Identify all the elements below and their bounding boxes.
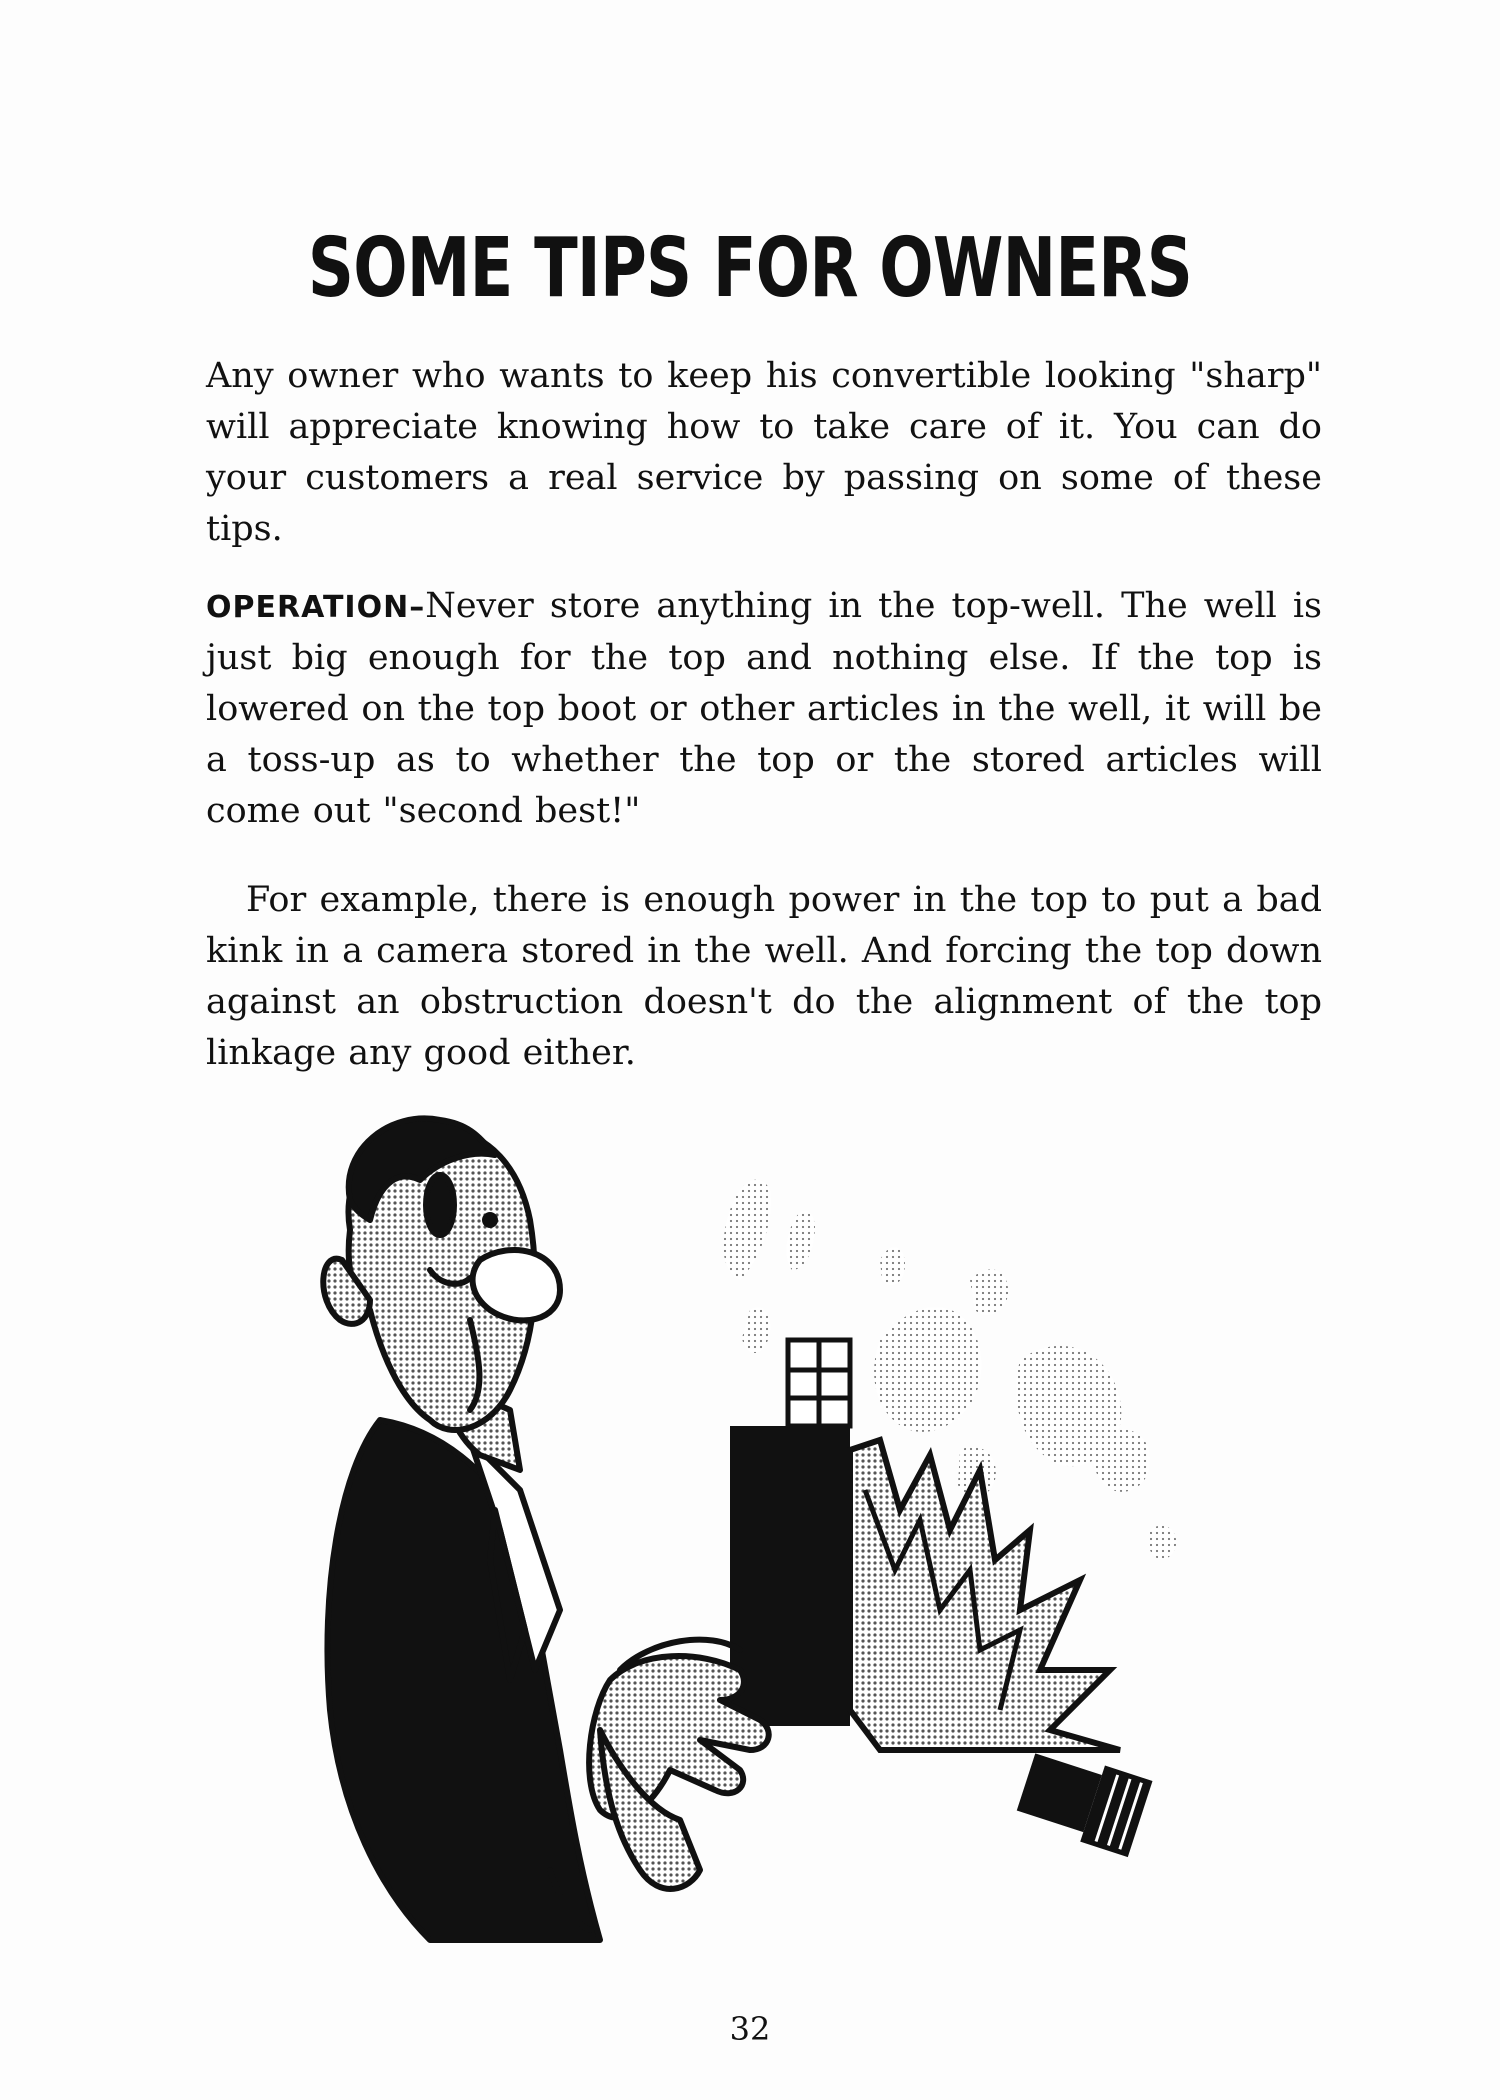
example-paragraph: For example, there is enough power in the top to put a bad kink in a camera stored in the well. And forcing the top down against an obstruction doesn't do the alignment of the top linkage any good either. (206, 880, 1322, 1073)
page-title: SOME TIPS FOR OWNERS (307, 221, 1193, 316)
operation-paragraph (206, 581, 1322, 837)
operation-heading: OPERATION– (206, 590, 426, 625)
intro-paragraph: Any owner who wants to keep his convertible looking "sharp" will appreciate knowing how to take care of it. You can do your customers a real service by passing on some of these tips. (206, 356, 1322, 549)
operation-text: Never store anything in the top-well. The well is just big enough for the top and nothing else. If the top is lowered on the top boot or other articles in the well, it will be a toss-up as to whether the top or the stored articles will come out "second best!" (206, 586, 1322, 831)
page-number: 32 (729, 2010, 771, 2048)
man-with-crushed-camera-illustration (320, 1110, 1260, 1950)
man-figure (323, 1118, 768, 1940)
